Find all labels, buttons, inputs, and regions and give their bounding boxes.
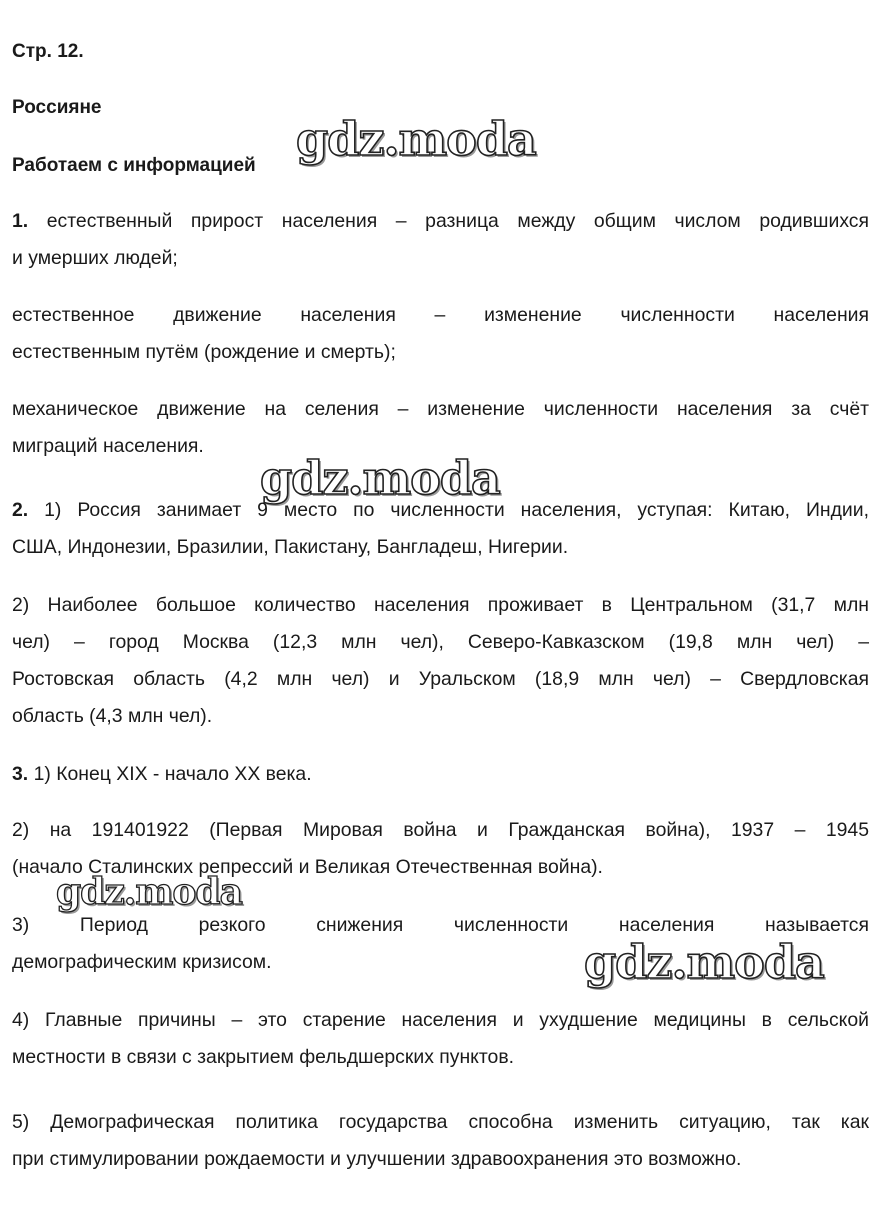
- paragraph-line: [12, 756, 869, 793]
- paragraph-5: [12, 587, 869, 735]
- page-number-heading: Стр. 12.: [12, 41, 84, 62]
- paragraph-10: [12, 1104, 869, 1178]
- item-number: 3.: [12, 763, 29, 785]
- paragraph-line: (начало Сталинских репрессий и Великая Отечественная война).: [12, 856, 603, 878]
- paragraph-line: миграций населения.: [12, 435, 204, 457]
- paragraph-line: и умерших людей;: [12, 247, 178, 269]
- paragraph-1: [12, 203, 869, 277]
- topic-heading: Россияне: [12, 97, 102, 118]
- watermark-logo: gdz.moda: [296, 112, 536, 166]
- paragraph-text: 1) Россия занимает 9 место по численности населения, уступая: Китаю, Индии,: [44, 499, 869, 521]
- paragraph-line: Ростовская область (4,2 млн чел) и Уральском (18,9 млн чел) – Свердловская: [12, 668, 869, 690]
- item-number: 2.: [12, 499, 29, 521]
- paragraph-line: 4) Главные причины – это старение населения и ухудшение медицины в сельской: [12, 1009, 869, 1031]
- paragraph-line: демографическим кризисом.: [12, 951, 272, 973]
- paragraph-9: [12, 1002, 869, 1076]
- paragraph-line: 2) Наиболее большое количество населения проживает в Центральном (31,7 млн: [12, 594, 869, 616]
- item-number: 1.: [12, 210, 29, 232]
- paragraph-6: [12, 756, 869, 793]
- watermark-logo: gdz.moda: [56, 871, 242, 913]
- paragraph-line: область (4,3 млн чел).: [12, 705, 213, 727]
- paragraph-text: естественный прирост населения – разница между общим числом родившихся: [46, 210, 869, 232]
- paragraph-line: 3) Период резкого снижения численности населения называется: [12, 914, 869, 936]
- paragraph-text: 1) Конец XIX - начало XX века.: [33, 763, 312, 785]
- paragraph-line: при стимулировании рождаемости и улучшении здравоохранения это возможно.: [12, 1148, 742, 1170]
- paragraph-line: чел) – город Москва (12,3 млн чел), Северо-Кавказском (19,8 млн чел) –: [12, 631, 869, 653]
- paragraph-line: естественным путём (рождение и смерть);: [12, 341, 396, 363]
- watermark-logo: gdz.moda: [260, 451, 500, 505]
- section-heading: Работаем с информацией: [12, 155, 256, 176]
- paragraph-line: 5) Демографическая политика государства способна изменить ситуацию, так как: [12, 1111, 869, 1133]
- paragraph-line: [12, 203, 869, 240]
- paragraph-line: механическое движение на селения – изменение численности населения за счёт: [12, 398, 869, 420]
- paragraph-line: 2) на 191401922 (Первая Мировая война и Гражданская война), 1937 – 1945: [12, 819, 869, 841]
- paragraph-line: США, Индонезии, Бразилии, Пакистану, Бангладеш, Нигерии.: [12, 536, 569, 558]
- paragraph-line: естественное движение населения – изменение численности населения: [12, 304, 869, 326]
- watermark-logo: gdz.moda: [584, 935, 824, 989]
- paragraph-2: [12, 297, 869, 371]
- paragraph-line: местности в связи с закрытием фельдшерских пунктов.: [12, 1046, 515, 1068]
